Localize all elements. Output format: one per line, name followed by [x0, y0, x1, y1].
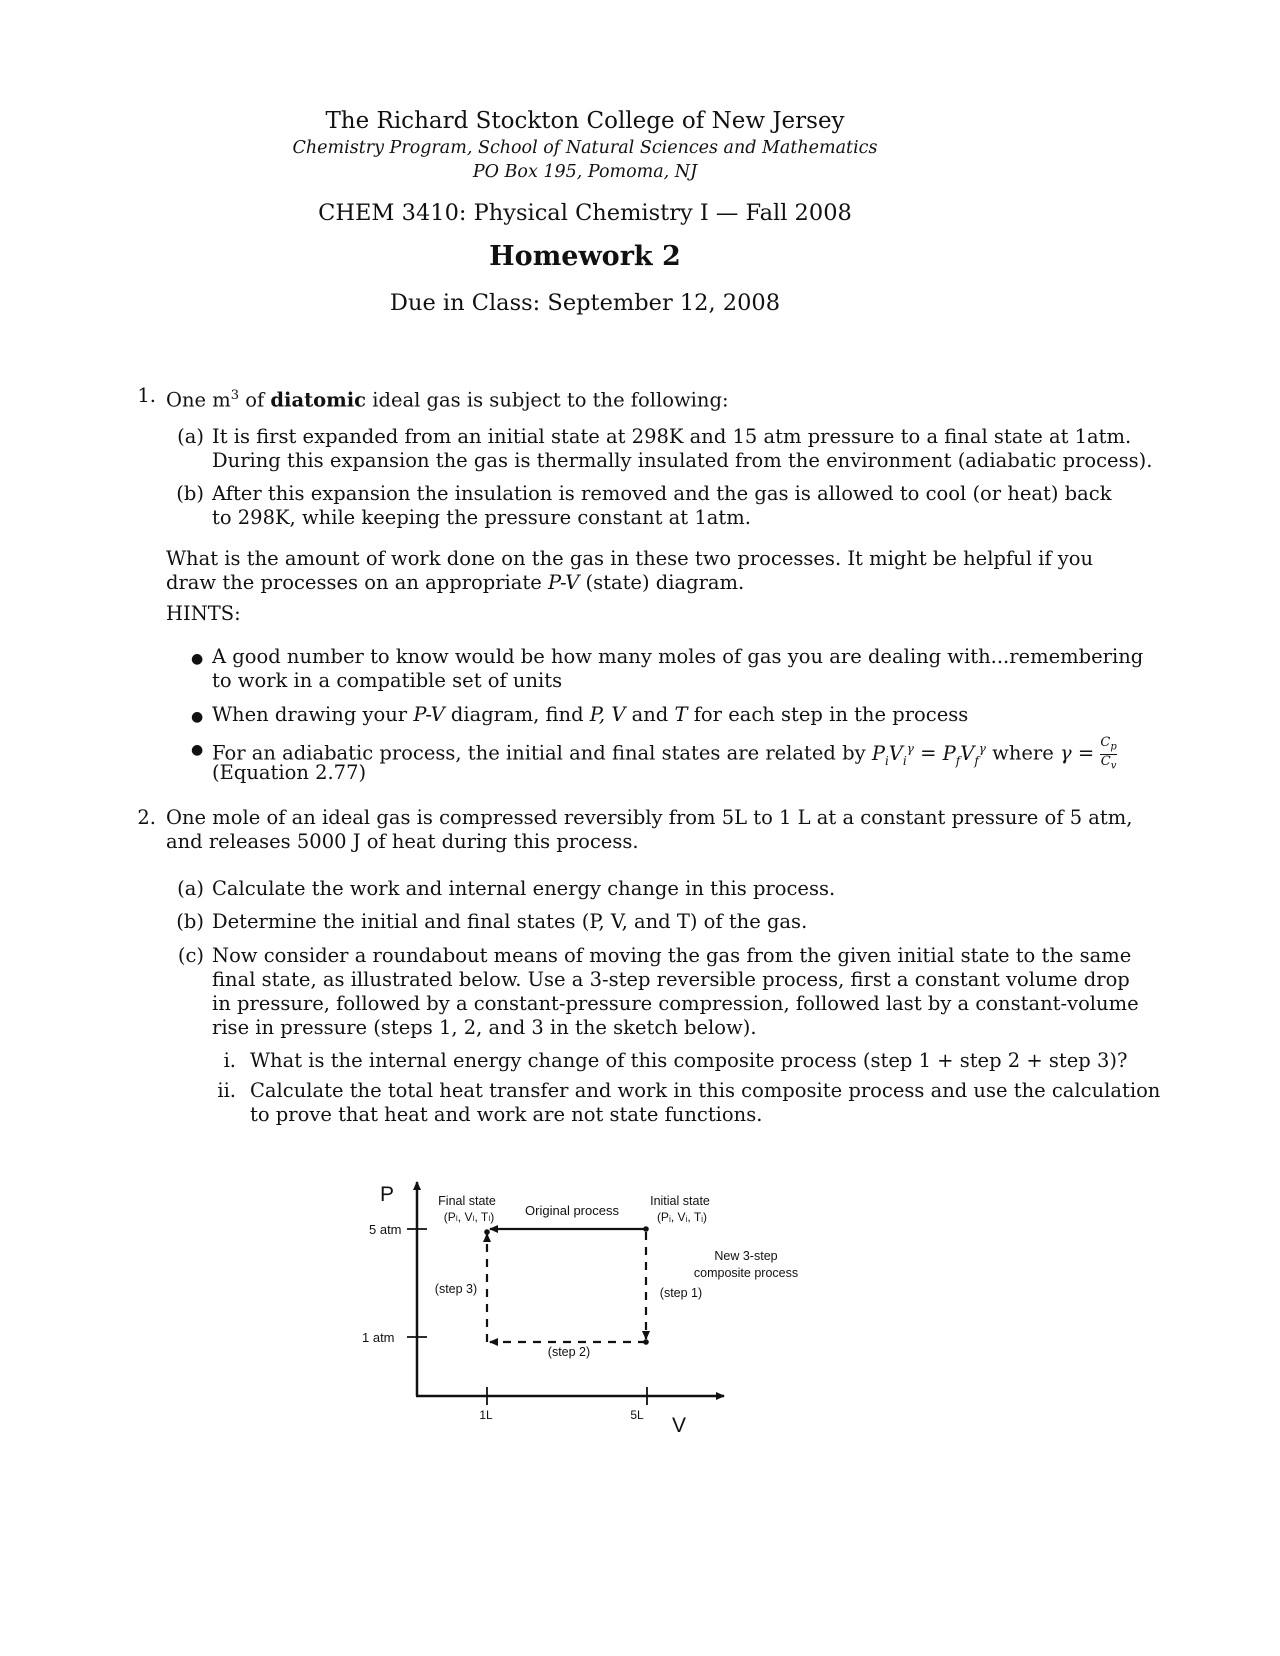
q1-number: 1. [137, 384, 156, 407]
q1a-line2: During this expansion the gas is thermally insulated from the environment (adiabatic process). [212, 449, 1153, 472]
course-title: CHEM 3410: Physical Chemistry I — Fall 2008 [318, 200, 852, 226]
hint2: When drawing your P-V diagram, find P, V and T for each step in the process [212, 703, 969, 726]
p-high-label: 5 atm [369, 1222, 402, 1237]
step3-label: (step 3) [434, 1282, 478, 1296]
initial-state-point [643, 1226, 649, 1232]
q2b-text: Determine the initial and final states (P, V, and T) of the gas. [212, 910, 808, 933]
q1-question-line2: draw the processes on an appropriate P-V (state) diagram. [166, 571, 745, 594]
p-low-label: 1 atm [362, 1330, 395, 1345]
step1-label: (step 1) [659, 1286, 703, 1300]
q2cii-line1: Calculate the total heat transfer and work in this composite process and use the calculation [250, 1079, 1161, 1102]
initial-state-vars: (Pᵢ, Vᵢ, Tᵢ) [656, 1210, 708, 1224]
bullet-icon: ● [191, 651, 204, 667]
q1a-label: (a) [177, 425, 204, 448]
q2c-line4: rise in pressure (steps 1, 2, and 3 in the sketch below). [212, 1016, 757, 1039]
q2c-label: (c) [177, 944, 204, 967]
q2cii-line2: to prove that heat and work are not state functions. [250, 1103, 763, 1126]
composite-label-line1: New 3-step [714, 1249, 778, 1263]
address: PO Box 195, Pomoma, NJ [472, 162, 698, 182]
q2-intro-line2: and releases 5000 J of heat during this process. [166, 830, 639, 853]
intermediate-point [643, 1339, 649, 1345]
step2-label: (step 2) [547, 1345, 591, 1359]
q2a-label: (a) [177, 877, 204, 900]
initial-state-label: Initial state [650, 1194, 710, 1208]
q1b-label: (b) [176, 482, 204, 505]
due-date: Due in Class: September 12, 2008 [389, 290, 781, 316]
q2ci-label: i. [223, 1049, 236, 1072]
q1a-line1: It is first expanded from an initial state at 298K and 15 atm pressure to a final state at 1atm. [212, 425, 1132, 448]
q2a-text: Calculate the work and internal energy change in this process. [212, 877, 836, 900]
v-low-label: 1L [479, 1408, 493, 1422]
q2c-line1: Now consider a roundabout means of moving the gas from the given initial state to the same [212, 944, 1132, 967]
hint3-reference: (Equation 2.77) [212, 761, 367, 784]
institution-name: The Richard Stockton College of New Jersey [325, 108, 845, 134]
gamma-fraction: $\frac{C_p}{C_v}$ [1100, 735, 1117, 772]
q1-intro: One $m^3$ of diatomic ideal gas is subject to the following: [166, 388, 729, 412]
y-axis-label: P [380, 1183, 395, 1206]
hint1-line2: to work in a compatible set of units [212, 669, 563, 692]
hints-label: HINTS: [166, 602, 241, 625]
page-title: Homework 2 [489, 241, 681, 272]
q2c-line3: in pressure, followed by a constant-pressure compression, followed last by a constant-volume [212, 992, 1139, 1015]
q2c-line2: final state, as illustrated below. Use a 3-step reversible process, first a constant volume drop [212, 968, 1130, 991]
v-high-label: 5L [630, 1408, 644, 1422]
composite-label-line2: composite process [693, 1266, 799, 1280]
q1b-line2: to 298K, while keeping the pressure constant at 1atm. [212, 506, 751, 529]
bullet-icon: ● [191, 742, 204, 758]
final-state-label: Final state [438, 1194, 496, 1208]
original-process-label: Original process [525, 1203, 619, 1218]
x-axis-label: V [672, 1414, 687, 1437]
q2cii-label: ii. [217, 1079, 236, 1102]
program-name: Chemistry Program, School of Natural Sciences and Mathematics [292, 138, 878, 158]
final-state-point [484, 1229, 490, 1235]
hint3: For an adiabatic process, the initial and final states are related by $P_iV_i^\gamma = P_fV_f^\gamma$ where γ = $\frac{C_p}{C_v}$ [212, 735, 1117, 772]
q1b-line1: After this expansion the insulation is removed and the gas is allowed to cool (or heat) back [212, 482, 1112, 505]
final-state-vars: (Pₗ, Vₗ, Tₗ) [443, 1210, 495, 1224]
q2ci-text: What is the internal energy change of this composite process (step 1 + step 2 + step 3)? [250, 1049, 1128, 1072]
q2-intro-line1: One mole of an ideal gas is compressed reversibly from 5L to 1 L at a constant pressure of 5 atm, [166, 806, 1133, 829]
hint1-line1: A good number to know would be how many moles of gas you are dealing with...remembering [212, 645, 1144, 668]
q2b-label: (b) [176, 910, 204, 933]
q2-number: 2. [137, 806, 156, 829]
q1-question-line1: What is the amount of work done on the gas in these two processes. It might be helpful if you [166, 547, 1094, 570]
adiabatic-equation: $P_iV_i^\gamma$ [871, 741, 914, 768]
bullet-icon: ● [191, 709, 204, 725]
